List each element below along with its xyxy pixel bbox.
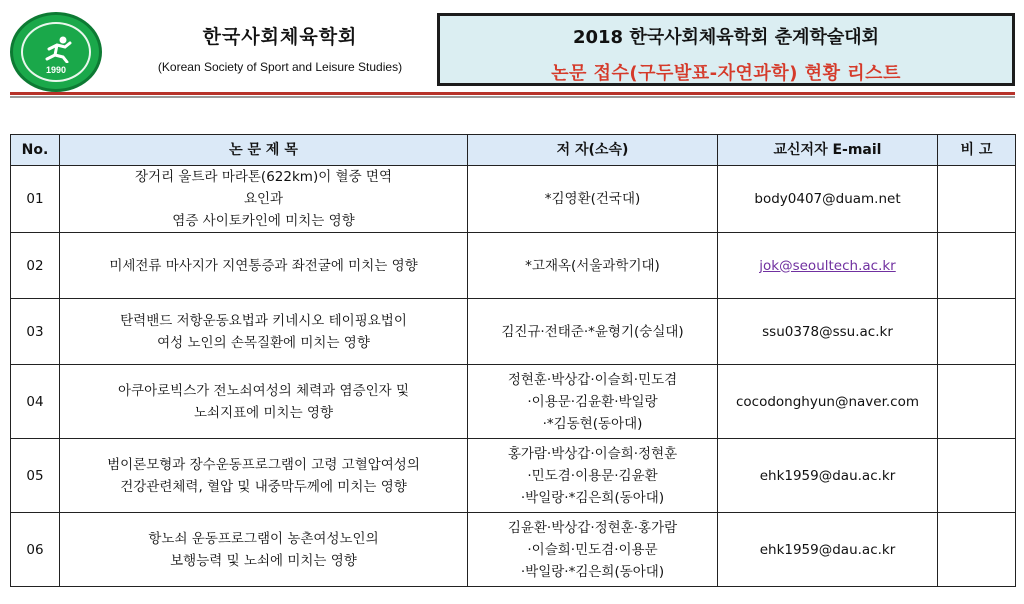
column-header-note: 비 고 xyxy=(938,135,1016,166)
paper-authors xyxy=(468,365,718,439)
paper-title xyxy=(60,299,468,365)
document-title: 2018 한국사회체육학회 춘계학술대회 xyxy=(572,27,880,48)
paper-title xyxy=(60,513,468,587)
row-number: 04 xyxy=(11,365,60,439)
paper-authors-line: 김진규·전태준·*윤형기(숭실대) xyxy=(501,323,684,340)
note-cell xyxy=(938,233,1016,299)
society-name-korean: 한국사회체육학회 xyxy=(202,26,358,48)
table-row xyxy=(11,365,1016,439)
table-row xyxy=(11,299,1016,365)
note-cell xyxy=(938,439,1016,513)
paper-authors xyxy=(468,166,718,233)
paper-authors-line: 홍가람·박상갑·이슬희·정현훈 xyxy=(507,445,678,462)
table-row xyxy=(11,513,1016,587)
email-text: body0407@duam.net xyxy=(754,191,901,207)
corresponding-email-cell xyxy=(718,513,938,587)
table-header-row xyxy=(11,135,1016,166)
paper-authors-line: ·민도겸·이용문·김윤환 xyxy=(527,467,658,484)
paper-title-line: 보행능력 및 노쇠에 미치는 영향 xyxy=(170,552,357,569)
email-text: ssu0378@ssu.ac.kr xyxy=(762,323,893,340)
society-name-english: (Korean Society of Sport and Leisure Studies) xyxy=(157,60,403,74)
paper-title-line: 염증 사이토카인에 미치는 영향 xyxy=(172,213,355,229)
paper-authors-line: 정현훈·박상갑·이슬희·민도겸 xyxy=(507,371,678,388)
note-cell xyxy=(938,365,1016,439)
paper-title-line: 요인과 xyxy=(243,191,284,207)
paper-authors-line: ·이슬희·민도겸·이용문 xyxy=(527,541,658,558)
corresponding-email-cell xyxy=(718,299,938,365)
table-row xyxy=(11,233,1016,299)
paper-authors-line: ·이용문·김윤환·박일랑 xyxy=(527,393,658,410)
email-text: ehk1959@dau.ac.kr xyxy=(759,541,896,558)
paper-authors xyxy=(468,233,718,299)
table-row xyxy=(11,166,1016,233)
document-subtitle: 논문 접수(구두발표-자연과학) 현황 리스트 xyxy=(551,63,901,84)
paper-title-line: 건강관련체력, 혈압 및 내중막두께에 미치는 영향 xyxy=(120,478,407,495)
paper-title-line: 노쇠지표에 미치는 영향 xyxy=(194,404,333,421)
note-cell xyxy=(938,166,1016,233)
corresponding-email-cell xyxy=(718,365,938,439)
header-divider-gray xyxy=(10,96,1015,98)
paper-title-line: 아쿠아로빅스가 전노쇠여성의 체력과 염증인자 및 xyxy=(117,382,410,399)
document-title-box xyxy=(437,13,1015,86)
header-divider-red xyxy=(10,92,1015,95)
paper-list-table xyxy=(10,134,1016,587)
column-header-title: 논 문 제 목 xyxy=(60,135,468,166)
paper-title xyxy=(60,233,468,299)
paper-authors-line: *고재옥(서울과학기대) xyxy=(525,257,660,274)
corresponding-email-cell xyxy=(718,233,938,299)
runner-icon xyxy=(43,35,73,63)
column-header-no: No. xyxy=(11,135,60,166)
email-text: cocodonghyun@naver.com xyxy=(735,393,920,410)
row-number: 06 xyxy=(11,513,60,587)
paper-authors-line: ·박일랑·*김은희(동아대) xyxy=(520,563,665,580)
paper-title-line: 항노쇠 운동프로그램이 농촌여성노인의 xyxy=(148,530,379,547)
paper-title-line: 장거리 울트라 마라톤(622km)이 혈중 면역 xyxy=(134,169,392,185)
paper-title-line: 여성 노인의 손목질환에 미치는 영향 xyxy=(157,334,370,351)
society-logo xyxy=(10,12,102,92)
paper-title-line: 탄력밴드 저항운동요법과 키네시오 테이핑요법이 xyxy=(120,312,407,329)
note-cell xyxy=(938,299,1016,365)
row-number: 02 xyxy=(11,233,60,299)
paper-title xyxy=(60,439,468,513)
paper-authors-line: ·박일랑·*김은희(동아대) xyxy=(520,489,665,506)
paper-authors-line: *김영환(건국대) xyxy=(544,191,641,207)
column-header-email: 교신저자 E-mail xyxy=(718,135,938,166)
email-link[interactable]: jok@seoultech.ac.kr xyxy=(759,257,896,274)
paper-title xyxy=(60,365,468,439)
column-header-author: 저 자(소속) xyxy=(468,135,718,166)
row-number: 05 xyxy=(11,439,60,513)
paper-authors-line: ·*김동현(동아대) xyxy=(542,415,643,432)
paper-title xyxy=(60,166,468,233)
row-number: 03 xyxy=(11,299,60,365)
paper-authors xyxy=(468,299,718,365)
row-number: 01 xyxy=(11,166,60,233)
email-text: ehk1959@dau.ac.kr xyxy=(759,467,896,484)
paper-title-line: 범이론모형과 장수운동프로그램이 고령 고혈압여성의 xyxy=(107,456,420,473)
corresponding-email-cell xyxy=(718,439,938,513)
society-name xyxy=(120,22,440,74)
paper-authors xyxy=(468,513,718,587)
note-cell xyxy=(938,513,1016,587)
logo-year: 1990 xyxy=(45,65,67,75)
paper-title-line: 미세전류 마사지가 지연통증과 좌전굴에 미치는 영향 xyxy=(109,257,418,274)
table-row xyxy=(11,439,1016,513)
paper-authors xyxy=(468,439,718,513)
corresponding-email-cell xyxy=(718,166,938,233)
paper-authors-line: 김윤환·박상갑·정현훈·홍가람 xyxy=(507,519,678,536)
